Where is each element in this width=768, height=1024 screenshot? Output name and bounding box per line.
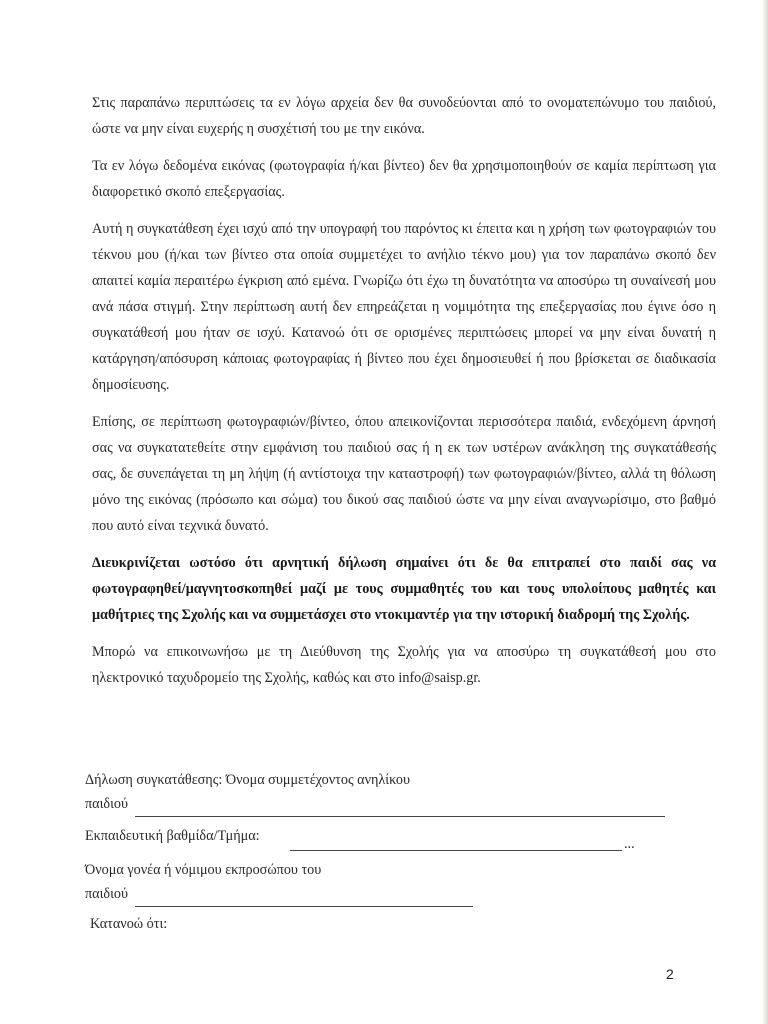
consent-label-line2: παιδιού [85,796,129,812]
consent-label-line1: Δήλωση συγκατάθεσης: Όνομα συμμετέχοντος ανηλίκου [85,772,411,788]
paragraph-purpose-limitation: Τα εν λόγω δεδομένα εικόνας (φωτογραφία ή/και βίντεο) δεν θα χρησιμοποιηθούν σε καμία περίπτωση για διαφορετικό σκοπό επεξεργασίας. [92,158,716,200]
paragraph-anonymity: Στις παραπάνω περιπτώσεις τα εν λόγω αρχεία δεν θα συνοδεύονται από το ονοματεπώνυμο του παιδιού, ώστε να μην είναι ευχερής η συσχέτισή του με την εικόνα. [92,95,716,137]
page-edge-shadow [762,0,768,1024]
parent-name-field-line[interactable] [135,906,473,907]
grade-field-line[interactable] [290,850,622,851]
paragraph-contact: Μπορώ να επικοινωνήσω με τη Διεύθυνση της Σχολής για να αποσύρω τη συγκατάθεσή μου στο ηλεκτρονικό ταχυδρομείο της Σχολής, καθώς και στο info@saisp.gr. [92,644,716,686]
page-number: 2 [666,966,674,982]
paragraph-clarification: Διευκρινίζεται ωστόσο ότι αρνητική δήλωση σημαίνει ότι δε θα επιτραπεί στο παιδί σας να φωτογραφηθεί/μαγνητοσκοπηθεί μαζί με τους συμμαθητές του και τους υπολοίπους μαθητές και μαθήτριες της Σχολής και να συμμετάσχει στο ντοκιμαντέρ για την ιστορική διαδρομή της Σχολής. [92,555,716,623]
paragraph-consent-validity: Αυτή η συγκατάθεση έχει ισχύ από την υπογραφή του παρόντος κι έπειτα και η χρήση των φωτογραφιών του τέκνου μου (ή/και των βίντεο στα οποία συμμετέχει το ανήλιο τέκνο μου) για τον παραπάνω σκοπό δεν απαιτεί καμία περαιτέρω έγκριση από εμένα. Γνωρίζω ότι έχω τη δυνατότητα να αποσύρω τη συναίνεσή μου ανά πάσα στιγμή. Στην περίπτωση αυτή δεν επηρεάζεται η νομιμότητα της επεξεργασίας που έγινε όσο η συγκατάθεσή μου ήταν σε ισχύ. Κατανοώ ότι σε ορισμένες περιπτώσεις μπορεί να μην είναι δυνατή η κατάργηση/απόσυρση κάποιας φωτογραφίας ή βίντεο που έχει δημοσιευθεί ή που βρίσκεται σε διαδικασία δημοσίευσης. [92,221,716,393]
parent-label-line1: Όνομα γονέα ή νόμιμου εκπροσώπου του [85,862,322,878]
body-text [92,90,716,702]
parent-label-line2: παιδιού [85,886,129,902]
understand-label: Κατανοώ ότι: [90,916,168,932]
child-name-field-line[interactable] [135,816,665,817]
grade-label: Εκπαιδευτική βαθμίδα/Τμήμα: [85,828,260,844]
paragraph-group-photos: Επίσης, σε περίπτωση φωτογραφιών/βίντεο, όπου απεικονίζονται περισσότερα παιδιά, ενδεχόμενη άρνησή σας να συγκατατεθείτε στην εμφάνιση του παιδιού σας ή η εκ των υστέρων ανάκληση της συγκατάθεσής σας, δε συνεπάγεται τη μη λήψη (ή αντίστοιχα την καταστροφή) των φωτογραφιών/βίντεο, αλλά τη θόλωση μόνο της εικόνας (πρόσωπο και σώμα) του δικού σας παιδιού ώστε να μην είναι αναγνωρίσιμο, στο βαθμό που αυτό είναι τεχνικά δυνατό. [92,414,716,534]
grade-field-ellipsis: ... [624,836,635,852]
